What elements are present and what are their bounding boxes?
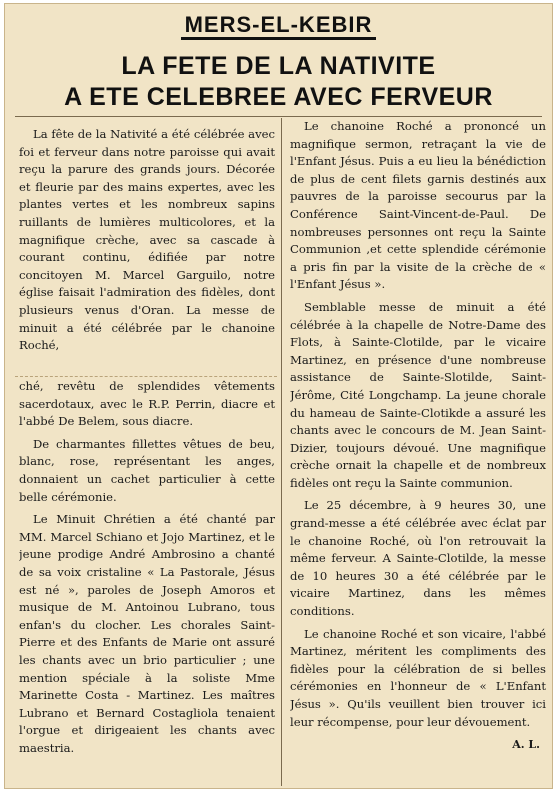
paragraph-chapel: Semblable messe de minuit a été célébrée à la chapelle de Notre-Dame des Flots, à Sainte-Clotilde, par le vicaire Martinez, en présence d'une nombreuse assistance de Sainte-Slotilde, Saint-Jérôme, Cité Longchamp. La jeune chorale du hameau de Sainte-Clotikde a assuré les chants avec le concours de M. Jean Saint-Dizier, toujours dévoué. Une magnifique crèche ornait la chapelle et de nombreux fidèles ont reçu la Sainte communion. bbox=[290, 299, 546, 490]
paragraph-closing: Le chanoine Roché et son vicaire, l'abbé Martinez, méritent les compliments des fidèles pour la célébration de si belles cérémonies en l'honneur de « L'Enfant Jésus ». Qu'ils veuillent bien trouver ici leur récompense, pour leur dévouement. bbox=[290, 626, 546, 729]
author-signature: A. L. bbox=[512, 738, 540, 752]
column-divider bbox=[281, 118, 282, 786]
article-kicker bbox=[5, 12, 552, 38]
headline-line-1: LA FETE DE LA NATIVITE bbox=[121, 52, 436, 80]
paragraph-continuation: ché, revêtu de splendides vêtements sacerdotaux, avec le R.P. Perrin, diacre et l'abbé De Belem, sous diacre. bbox=[19, 379, 275, 429]
paragraph-sermon: Le chanoine Roché a prononcé un magnifique sermon, retraçant la vie de l'Enfant Jésus. Puis a eu lieu la bénédiction de plus de cent filets garnis destinés aux pauvres de la paroisse secourus par la Conférence Saint-Vincent-de-Paul. De nombreuses personnes ont reçu la Sainte Communion ,et cette splendide cérémonie a pris fin par la visite de la crèche de « l'Enfant Jésus ». bbox=[290, 119, 546, 292]
paragraph-angels: De charmantes fillettes vêtues de beu, blanc, rose, représentant les anges, donnaient un cachet particulier à cette belle cérémonie. bbox=[19, 436, 275, 504]
left-column-top bbox=[19, 126, 275, 376]
article-headline bbox=[5, 51, 552, 113]
newspaper-clipping bbox=[4, 3, 553, 789]
paragraph-december-25: Le 25 décembre, à 9 heures 30, une grand-messe a été célébrée avec éclat par le chanoine Roché, où l'on retrouvait la même ferveur. A Sainte-Clotilde, la messe de 10 heures 30 a été célébrée par le vicaire Martinez, dans les mêmes conditions. bbox=[290, 498, 546, 619]
paragraph-chants: Le Minuit Chrétien a été chanté par MM. Marcel Schiano et Jojo Martinez, et le jeune prodige André Ambrosino a chanté de sa voix cristaline « La Pastorale, Jésus est né », paroles de Joseph Amoros et musique de M. Antoinou Lubrano, tous enfan's du clocher. Les chorales Saint-Pierre et des Enfants de Marie ont assuré les chants avec un brio particulier ; une mention spéciale à la soliste Mme Marinette Costa - Martinez. Les maîtres Lubrano et Bernard Costagliola tenaient l'orgue et dirigeaient les chants avec maestria. bbox=[19, 512, 275, 755]
left-column-bottom bbox=[19, 378, 275, 786]
paragraph-intro: La fête de la Nativité a été célébrée avec foi et ferveur dans notre paroisse qui avait reçu la parure des grands jours. Décorée et fleurie par des mains expertes, avec les plantes vertes et les nombreux sapins ruillants de lumières multicolores, et la magnifique crèche, avec sa cascade à courant continu, édifiée par notre concitoyen M. Marcel Garguilo, notre église faisait l'admiration des fidèles, dont plusieurs venus d'Oran. La messe de minuit a été célébrée par le chanoine Roché, bbox=[19, 127, 275, 353]
right-column bbox=[290, 118, 546, 784]
headline-rule bbox=[15, 116, 542, 117]
headline-line-2: A ETE CELEBREE AVEC FERVEUR bbox=[64, 83, 493, 111]
kicker-text: MERS-EL-KEBIR bbox=[181, 12, 377, 40]
clipping-fold-line bbox=[15, 376, 277, 377]
